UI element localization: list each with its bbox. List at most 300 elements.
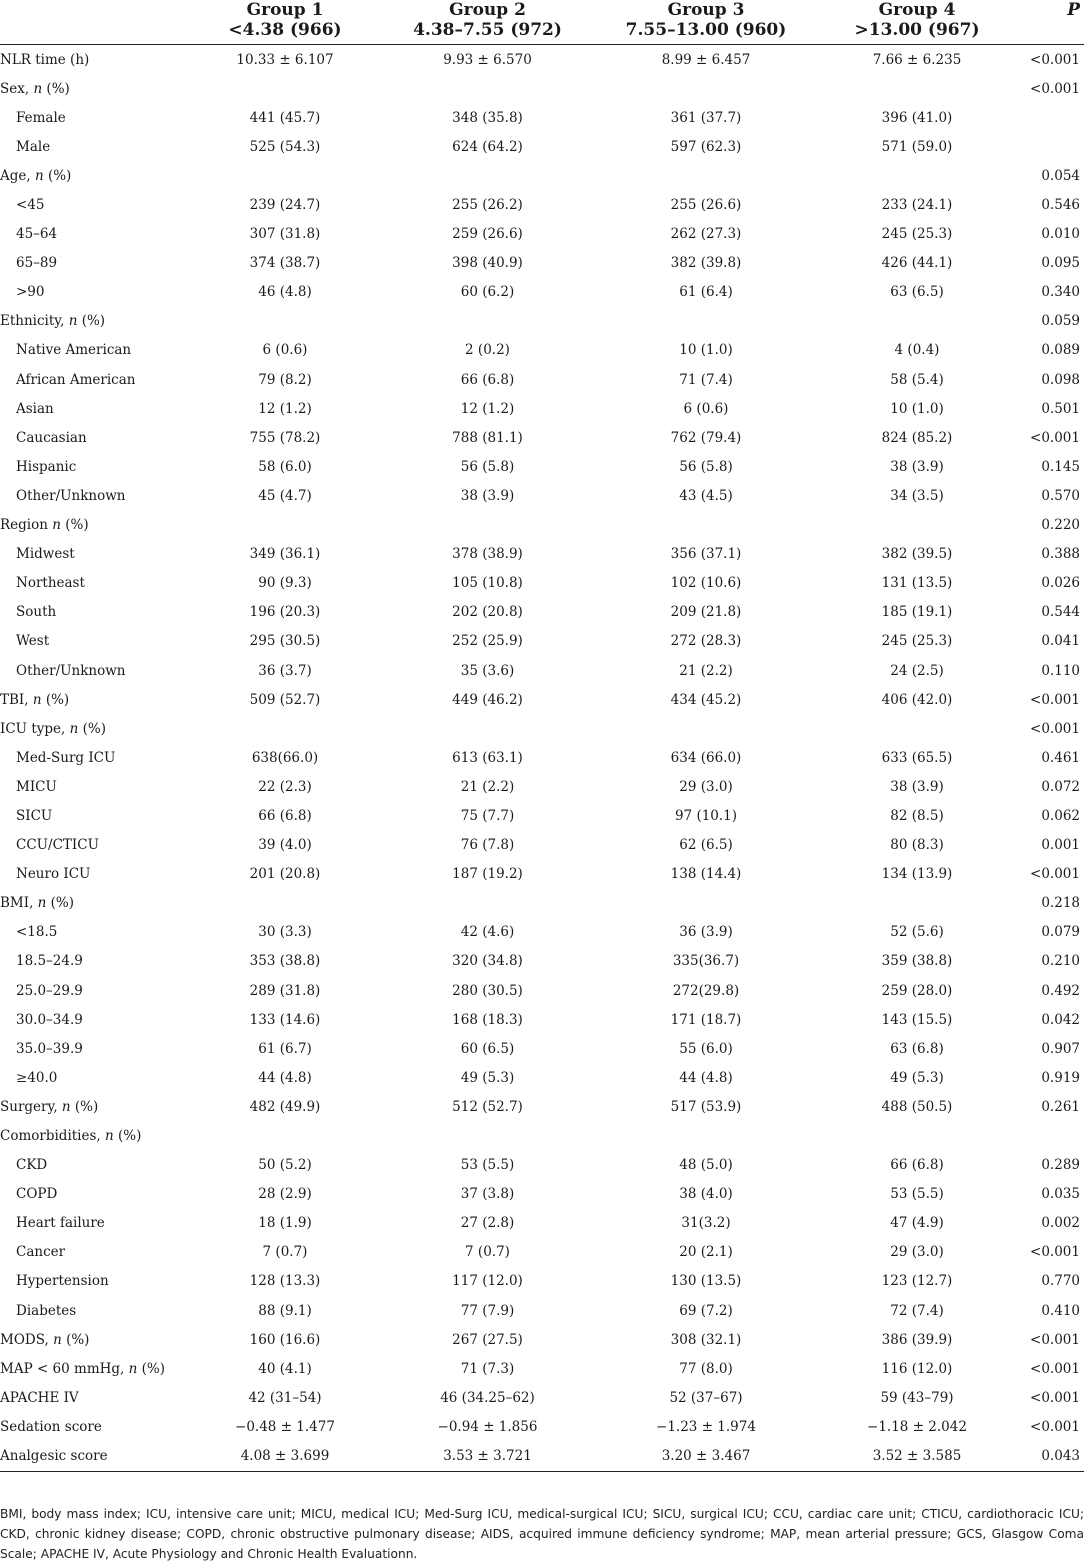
table-row [0, 45, 1084, 75]
table-row [0, 1121, 1084, 1150]
cell-p-value: 0.261 [1041, 1098, 1080, 1115]
cell-p-value: <0.001 [1030, 691, 1080, 708]
cell-group-2: 168 (18.3) [452, 1011, 523, 1028]
cell-group-2: 3.53 ± 3.721 [380, 1442, 595, 1472]
table-row [0, 1063, 1084, 1092]
cell-group-3: 272(29.8) [672, 982, 740, 999]
header-group-2: Group 2 4.38–7.55 (972) [380, 0, 595, 45]
cell-p-value: <0.001 [1030, 1389, 1080, 1406]
cell-group-3: 597 (62.3) [670, 138, 742, 155]
cell-group-1: 44 (4.8) [258, 1069, 312, 1086]
cell-group-2 [380, 714, 595, 743]
table-row [0, 569, 1084, 598]
cell-group-2: 105 (10.8) [452, 575, 523, 592]
table-row [0, 772, 1084, 801]
cell-group-1 [190, 1121, 380, 1150]
cell-p-value: 0.042 [1041, 1011, 1080, 1028]
table-row [0, 685, 1084, 714]
cell-p-value: 0.110 [1041, 662, 1080, 679]
cell-group-3: −1.23 ± 1.974 [656, 1418, 756, 1435]
cell-group-4: 72 (7.4) [890, 1302, 944, 1319]
header-group-4: Group 4 >13.00 (967) [817, 0, 1017, 45]
row-label: Northeast [16, 575, 85, 592]
cell-group-3: 56 (5.8) [679, 458, 733, 475]
cell-group-4: 143 (15.5) [881, 1011, 953, 1028]
row-label: Region n (%) [0, 517, 89, 534]
cell-group-3: 130 (13.5) [670, 1273, 742, 1290]
row-label: Other/Unknown [16, 487, 126, 504]
cell-group-2: 71 (7.3) [460, 1360, 515, 1377]
cell-group-2: 788 (81.1) [452, 429, 523, 446]
cell-group-4: 49 (5.3) [890, 1069, 944, 1086]
cell-group-1: 239 (24.7) [249, 197, 321, 214]
table-row [0, 278, 1084, 307]
cell-group-2: 9.93 ± 6.570 [443, 51, 532, 68]
row-label: SICU [16, 807, 53, 824]
cell-group-1: 128 (13.3) [249, 1273, 321, 1290]
cell-p-value: 0.340 [1041, 284, 1080, 301]
row-label: Hypertension [16, 1273, 109, 1290]
cell-group-3: 36 (3.9) [679, 924, 733, 941]
cell-group-4: 185 (19.1) [881, 604, 953, 621]
cell-group-1: 10.33 ± 6.107 [236, 51, 334, 68]
table-row [0, 336, 1084, 365]
cell-group-3: 29 (3.0) [679, 778, 733, 795]
cell-group-1: −0.48 ± 1.477 [235, 1418, 335, 1435]
cell-group-2: 35 (3.6) [460, 662, 515, 679]
cell-group-4: 34 (3.5) [890, 487, 944, 504]
row-label: TBI, n (%) [0, 691, 70, 708]
cell-p-value: 0.043 [1017, 1442, 1084, 1472]
cell-p-value: <0.001 [1030, 51, 1080, 68]
cell-group-1: 638(66.0) [251, 749, 319, 766]
cell-group-1: 88 (9.1) [258, 1302, 312, 1319]
cell-group-2: 49 (5.3) [460, 1069, 515, 1086]
cell-group-4: 47 (4.9) [890, 1215, 944, 1232]
table-row [0, 1151, 1084, 1180]
cell-group-1: 90 (9.3) [258, 575, 312, 592]
table-row [0, 947, 1084, 976]
cell-group-2: 38 (3.9) [460, 487, 515, 504]
cell-group-3: 43 (4.5) [679, 487, 733, 504]
cell-group-4: 58 (5.4) [890, 371, 944, 388]
cell-group-3: 52 (37–67) [669, 1389, 743, 1406]
cell-group-3 [595, 307, 817, 336]
row-label: CCU/CTICU [16, 837, 99, 854]
cell-group-4: 63 (6.8) [890, 1040, 944, 1057]
cell-group-2: 449 (46.2) [452, 691, 523, 708]
cell-group-2: 27 (2.8) [460, 1215, 515, 1232]
cell-group-2: 187 (19.2) [452, 866, 523, 883]
cell-p-value: 0.220 [1041, 517, 1080, 534]
table-row [0, 161, 1084, 190]
table-row [0, 74, 1084, 103]
cell-group-1 [190, 714, 380, 743]
cell-group-3: 69 (7.2) [679, 1302, 733, 1319]
cell-group-1: 50 (5.2) [258, 1157, 312, 1174]
cell-group-2: 512 (52.7) [452, 1098, 523, 1115]
cell-p-value: 0.492 [1041, 982, 1080, 999]
cell-p-value: 0.002 [1041, 1215, 1080, 1232]
header-group-3: Group 3 7.55–13.00 (960) [595, 0, 817, 45]
cell-group-4: 488 (50.5) [881, 1098, 953, 1115]
cell-group-1: 22 (2.3) [258, 778, 312, 795]
cell-group-1 [190, 74, 380, 103]
row-label: Surgery, n (%) [0, 1098, 99, 1115]
table-row [0, 1354, 1084, 1383]
cell-group-4: 571 (59.0) [881, 138, 953, 155]
cell-group-1: 4.08 ± 3.699 [190, 1442, 380, 1472]
row-label: MICU [16, 778, 57, 795]
cell-group-1: 441 (45.7) [249, 109, 321, 126]
cell-group-4: 396 (41.0) [881, 109, 953, 126]
cell-group-2: 12 (1.2) [460, 400, 515, 417]
cell-group-1 [190, 511, 380, 540]
cell-group-4 [817, 74, 1017, 103]
cell-p-value: <0.001 [1030, 429, 1080, 446]
table-row [0, 1092, 1084, 1121]
cell-group-3: 61 (6.4) [679, 284, 733, 301]
cell-group-1: 12 (1.2) [258, 400, 312, 417]
cell-group-3: 517 (53.9) [670, 1098, 742, 1115]
cell-group-3: 308 (32.1) [670, 1331, 742, 1348]
cell-group-3: 21 (2.2) [679, 662, 733, 679]
row-label: Cancer [16, 1244, 66, 1261]
cell-p-value: 0.410 [1041, 1302, 1080, 1319]
table-row [0, 801, 1084, 830]
cell-group-3: 8.99 ± 6.457 [661, 51, 751, 68]
cell-group-4: 259 (28.0) [881, 982, 953, 999]
cell-group-3: 38 (4.0) [679, 1186, 733, 1203]
cell-group-2: 613 (63.1) [452, 749, 523, 766]
cell-group-2 [380, 74, 595, 103]
cell-group-1: 133 (14.6) [249, 1011, 321, 1028]
cell-group-4: 66 (6.8) [890, 1157, 944, 1174]
row-label: COPD [16, 1186, 58, 1203]
row-label: 45–64 [16, 226, 58, 243]
cell-group-1: 755 (78.2) [249, 429, 321, 446]
table-row [0, 656, 1084, 685]
cell-group-4: 7.66 ± 6.235 [872, 51, 962, 68]
table-row [0, 307, 1084, 336]
row-label: NLR time (h) [0, 51, 90, 68]
row-label: 25.0–29.9 [16, 982, 83, 999]
table-row [0, 103, 1084, 132]
table-row [0, 452, 1084, 481]
row-label: Sex, n (%) [0, 80, 70, 97]
cell-group-2 [380, 889, 595, 918]
cell-group-1: 509 (52.7) [249, 691, 321, 708]
cell-group-3: 138 (14.4) [670, 866, 742, 883]
row-label: Med-Surg ICU [16, 749, 116, 766]
cell-group-1: 58 (6.0) [258, 458, 312, 475]
row-label: CKD [16, 1157, 48, 1174]
cell-group-3: 102 (10.6) [670, 575, 742, 592]
cell-group-3: 6 (0.6) [683, 400, 729, 417]
cell-group-1: 295 (30.5) [249, 633, 321, 650]
table-row [0, 1267, 1084, 1296]
row-label: Diabetes [16, 1302, 77, 1319]
cell-group-3: 55 (6.0) [679, 1040, 733, 1057]
cell-group-2: 2 (0.2) [465, 342, 510, 359]
cell-group-2: 46 (34.25–62) [440, 1389, 535, 1406]
table-row [0, 1412, 1084, 1441]
cell-group-3: 634 (66.0) [670, 749, 742, 766]
table-row [0, 1034, 1084, 1063]
table-row [0, 481, 1084, 510]
cell-group-1: 196 (20.3) [249, 604, 321, 621]
table-row [0, 1180, 1084, 1209]
cell-group-4 [817, 1121, 1017, 1150]
table-body [0, 45, 1084, 1472]
cell-group-1: 7 (0.7) [262, 1244, 308, 1261]
table-row [0, 540, 1084, 569]
cell-p-value: 0.544 [1041, 604, 1080, 621]
cell-p-value: 0.062 [1041, 807, 1080, 824]
cell-group-2: 624 (64.2) [452, 138, 523, 155]
row-label: ICU type, n (%) [0, 720, 106, 737]
cell-p-value: 0.919 [1041, 1069, 1080, 1086]
row-label: Asian [16, 400, 54, 417]
cell-group-3: 62 (6.5) [679, 837, 733, 854]
cell-group-3: 762 (79.4) [670, 429, 742, 446]
cell-p-value: 0.035 [1041, 1186, 1080, 1203]
row-label: >90 [16, 284, 45, 301]
row-label: 35.0–39.9 [16, 1040, 83, 1057]
row-label: Female [16, 109, 66, 126]
cell-group-2: 77 (7.9) [460, 1302, 515, 1319]
cell-group-4: 4 (0.4) [894, 342, 940, 359]
cell-group-3 [595, 511, 817, 540]
row-label: Comorbidities, n (%) [0, 1128, 142, 1145]
cell-p-value [1017, 132, 1084, 161]
cell-group-1: 28 (2.9) [258, 1186, 312, 1203]
cell-group-4: 116 (12.0) [881, 1360, 953, 1377]
cell-group-4 [817, 161, 1017, 190]
cell-group-3: 77 (8.0) [679, 1360, 733, 1377]
row-label: MAP < 60 mmHg, n (%) [0, 1360, 165, 1377]
cell-group-2: 66 (6.8) [460, 371, 515, 388]
cell-group-2: 267 (27.5) [452, 1331, 523, 1348]
cell-group-3: 434 (45.2) [670, 691, 742, 708]
table-row [0, 190, 1084, 219]
cell-group-1: 307 (31.8) [249, 226, 321, 243]
cell-group-1: 79 (8.2) [258, 371, 312, 388]
row-label: MODS, n (%) [0, 1331, 90, 1348]
cell-group-3: 97 (10.1) [674, 807, 738, 824]
table-row [0, 1442, 1084, 1472]
table-row [0, 365, 1084, 394]
row-label: Ethnicity, n (%) [0, 313, 106, 330]
table-row [0, 860, 1084, 889]
cell-group-2: 60 (6.2) [460, 284, 515, 301]
cell-p-value: 0.388 [1041, 546, 1080, 563]
cell-p-value: 0.098 [1041, 371, 1080, 388]
cell-group-1: 353 (38.8) [249, 953, 321, 970]
header-row [0, 0, 1084, 45]
row-label: African American [16, 371, 136, 388]
cell-group-1: 30 (3.3) [258, 924, 312, 941]
cell-group-3: 356 (37.1) [670, 546, 742, 563]
cell-group-3 [595, 1121, 817, 1150]
row-label: BMI, n (%) [0, 895, 75, 912]
cell-group-4: 82 (8.5) [890, 807, 944, 824]
cell-group-2: 7 (0.7) [465, 1244, 510, 1261]
table-row [0, 220, 1084, 249]
cell-group-1: 349 (36.1) [249, 546, 321, 563]
row-label: 65–89 [16, 255, 58, 272]
cell-group-1: 39 (4.0) [258, 837, 312, 854]
cell-group-4 [817, 511, 1017, 540]
cell-group-4: 63 (6.5) [890, 284, 944, 301]
cell-group-4: 359 (38.8) [881, 953, 953, 970]
cell-group-4: 123 (12.7) [881, 1273, 953, 1290]
cell-group-1: 46 (4.8) [258, 284, 312, 301]
cell-group-3: 20 (2.1) [679, 1244, 733, 1261]
cell-p-value: 0.001 [1041, 837, 1080, 854]
cell-group-1: 525 (54.3) [249, 138, 321, 155]
cell-group-3: 335(36.7) [672, 953, 740, 970]
cell-group-2: 76 (7.8) [460, 837, 515, 854]
cell-p-value: 0.218 [1041, 895, 1080, 912]
cell-p-value: 0.079 [1041, 924, 1080, 941]
cell-group-2: 42 (4.6) [460, 924, 515, 941]
row-label: Age, n (%) [0, 167, 72, 184]
cell-group-3 [595, 161, 817, 190]
cell-group-1: 374 (38.7) [249, 255, 321, 272]
cell-group-1: 36 (3.7) [258, 662, 312, 679]
cell-group-2 [380, 511, 595, 540]
cell-p-value: 0.026 [1041, 575, 1080, 592]
cell-group-3: 209 (21.8) [670, 604, 742, 621]
cell-group-4: 80 (8.3) [890, 837, 944, 854]
cell-p-value: 0.095 [1041, 255, 1080, 272]
cell-group-1: 160 (16.6) [249, 1331, 321, 1348]
table-row [0, 1383, 1084, 1412]
cell-group-1: 42 (31–54) [248, 1389, 322, 1406]
cell-group-4 [817, 714, 1017, 743]
cell-group-3: 44 (4.8) [679, 1069, 733, 1086]
table-row [0, 831, 1084, 860]
cell-group-1: 40 (4.1) [258, 1360, 312, 1377]
cell-p-value: 0.907 [1041, 1040, 1080, 1057]
table-row [0, 598, 1084, 627]
table-row [0, 889, 1084, 918]
cell-group-2: 117 (12.0) [452, 1273, 523, 1290]
cell-p-value: 0.010 [1041, 226, 1080, 243]
header-group-1: Group 1 <4.38 (966) [190, 0, 380, 45]
row-label: Midwest [16, 546, 75, 563]
cell-p-value: <0.001 [1030, 1244, 1080, 1261]
cell-p-value: <0.001 [1030, 80, 1080, 97]
row-label: ≥40.0 [16, 1069, 58, 1086]
table-row [0, 249, 1084, 278]
cell-group-4 [817, 307, 1017, 336]
cell-p-value: 0.145 [1041, 458, 1080, 475]
cell-group-1: 6 (0.6) [262, 342, 308, 359]
cell-group-3 [595, 889, 817, 918]
cell-group-2: 56 (5.8) [460, 458, 515, 475]
cell-group-3 [595, 714, 817, 743]
cell-group-2: 259 (26.6) [452, 226, 523, 243]
cell-group-2 [380, 161, 595, 190]
cell-p-value: 0.770 [1041, 1273, 1080, 1290]
cell-p-value [1017, 103, 1084, 132]
table-row [0, 627, 1084, 656]
cell-group-1: 45 (4.7) [258, 487, 312, 504]
table-row [0, 394, 1084, 423]
cell-group-4: 131 (13.5) [881, 575, 953, 592]
table-row [0, 1325, 1084, 1354]
table-footnote: BMI, body mass index; ICU, intensive care unit; MICU, medical ICU; Med-Surg ICU, medical-surgical ICU; SICU, surgical ICU; CCU, cardiac care unit; CTICU, cardiothoracic ICU; CKD, chronic kidney disease; COPD, chronic obstructive pulmonary disease; AIDS, acquired immune deficiency syndrome; MAP, mean arterial pressure; GCS, Glasgow Coma Scale; APACHE IV, Acute Physiology and Chronic Health Evaluationn. [0, 1507, 1084, 1561]
table-row [0, 1296, 1084, 1325]
cell-group-3: 171 (18.7) [670, 1011, 742, 1028]
row-label: Heart failure [16, 1215, 105, 1232]
cell-group-2: 53 (5.5) [460, 1157, 515, 1174]
cell-group-1: 61 (6.7) [258, 1040, 312, 1057]
cell-group-1: 482 (49.9) [249, 1098, 321, 1115]
cell-group-2 [380, 307, 595, 336]
row-label: Hispanic [16, 458, 77, 475]
row-label: Neuro ICU [16, 866, 91, 883]
row-label: APACHE IV [0, 1389, 79, 1406]
header-p-value: P [1017, 0, 1084, 45]
row-label: Caucasian [16, 429, 87, 446]
row-label: Sedation score [0, 1418, 102, 1435]
cell-group-4: 633 (65.5) [881, 749, 953, 766]
table-row [0, 918, 1084, 947]
cell-group-4: 3.52 ± 3.585 [817, 1442, 1017, 1472]
cell-group-4: 59 (43–79) [880, 1389, 954, 1406]
row-label: <45 [16, 197, 45, 214]
cell-group-2: 60 (6.5) [460, 1040, 515, 1057]
cell-group-2: 255 (26.2) [452, 197, 523, 214]
row-label: Other/Unknown [16, 662, 126, 679]
cell-group-1: 289 (31.8) [249, 982, 321, 999]
cell-group-3: 255 (26.6) [670, 197, 742, 214]
cell-group-2: 280 (30.5) [452, 982, 523, 999]
cell-group-4: 29 (3.0) [890, 1244, 944, 1261]
cell-group-3: 71 (7.4) [679, 371, 733, 388]
table-row [0, 1209, 1084, 1238]
row-label: Analgesic score [0, 1442, 190, 1472]
cell-group-4 [817, 889, 1017, 918]
cell-group-4: 38 (3.9) [890, 778, 944, 795]
cell-p-value: 0.210 [1041, 953, 1080, 970]
cell-p-value: 0.570 [1041, 487, 1080, 504]
cell-group-2: 320 (34.8) [452, 953, 523, 970]
cell-group-1: 201 (20.8) [249, 866, 321, 883]
cell-group-3: 272 (28.3) [670, 633, 742, 650]
cell-p-value: <0.001 [1030, 1418, 1080, 1435]
cell-group-4: 233 (24.1) [881, 197, 953, 214]
cell-p-value: <0.001 [1030, 720, 1080, 737]
cell-group-2: 21 (2.2) [460, 778, 515, 795]
cell-group-4: 382 (39.5) [881, 546, 953, 563]
table-row [0, 1238, 1084, 1267]
header-label-column [0, 0, 190, 45]
cell-group-1 [190, 161, 380, 190]
cell-group-2: 202 (20.8) [452, 604, 523, 621]
cell-p-value: 0.289 [1041, 1157, 1080, 1174]
cell-group-4: 245 (25.3) [881, 633, 953, 650]
cell-group-2: 75 (7.7) [460, 807, 515, 824]
table-row [0, 423, 1084, 452]
row-label: South [16, 604, 57, 621]
cell-group-4: 426 (44.1) [881, 255, 953, 272]
table-row [0, 511, 1084, 540]
cell-group-3: 382 (39.8) [670, 255, 742, 272]
